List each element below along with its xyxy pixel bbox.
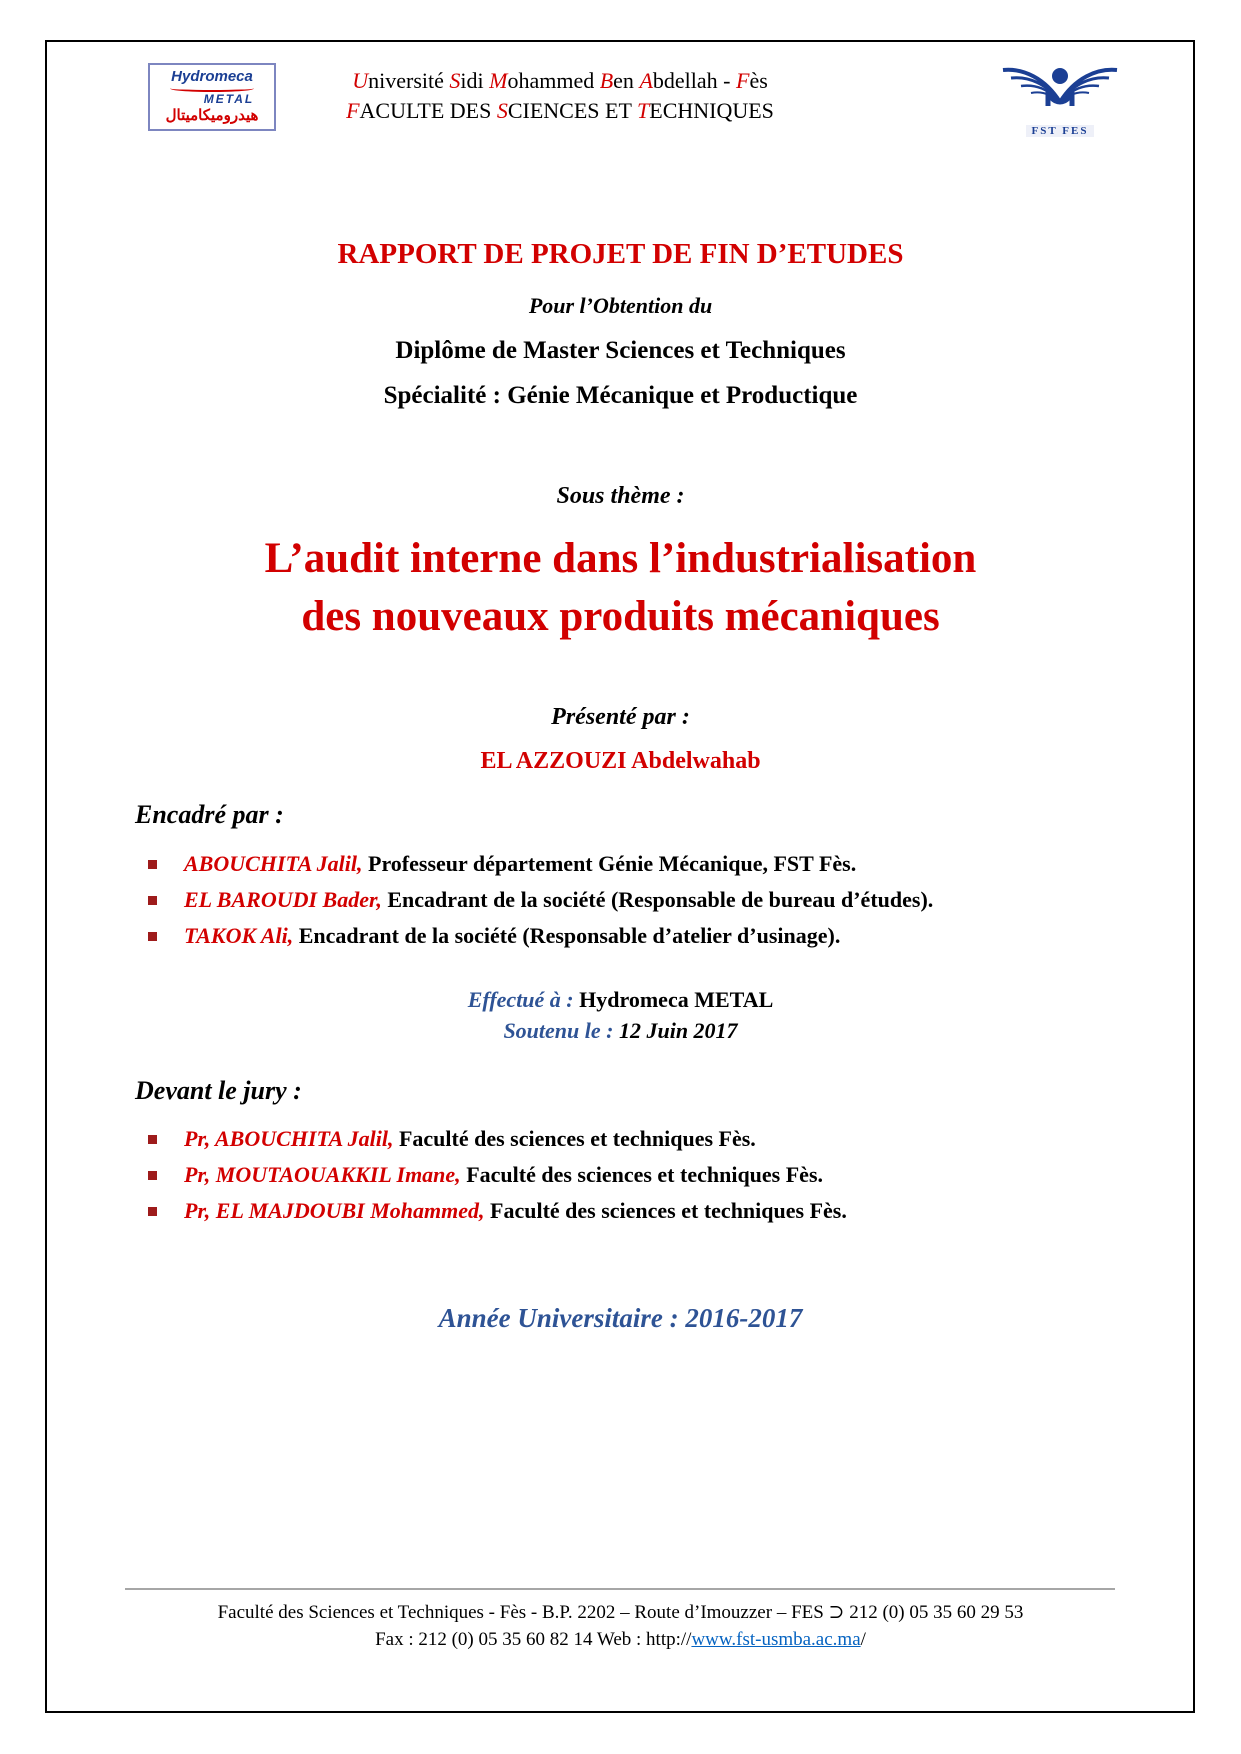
soutenu-label: Soutenu le : — [503, 1018, 614, 1043]
jury-list — [148, 1126, 1161, 1234]
bullet-square-icon — [148, 932, 157, 941]
sous-theme-label: Sous thème : — [556, 483, 685, 509]
fst-emblem-icon — [1001, 60, 1119, 124]
bullet-square-icon — [148, 1135, 157, 1144]
fst-logo — [1000, 60, 1120, 137]
jury-desc: Faculté des sciences et techniques Fès. — [490, 1198, 847, 1223]
supervisor-item — [148, 923, 1161, 949]
faculty-name: FACULTE DES SCIENCES ET TECHNIQUES — [346, 98, 774, 123]
jury-name: Pr, ABOUCHITA Jalil, — [184, 1126, 394, 1151]
jury-item — [148, 1162, 1161, 1188]
supervisor-name: EL BAROUDI Bader, — [184, 887, 382, 912]
effectue-label: Effectué à : — [467, 987, 574, 1012]
main-title-line2: des nouveaux produits mécaniques — [301, 593, 940, 640]
jury-desc: Faculté des sciences et techniques Fès. — [466, 1162, 824, 1187]
supervisor-name: TAKOK Ali, — [184, 923, 294, 948]
bullet-square-icon — [148, 1207, 157, 1216]
venue-block — [0, 984, 1241, 1046]
header-text-block — [280, 66, 840, 126]
hydromeca-logo-name: Hydromeca — [171, 68, 253, 86]
footer-fax-text: Fax : 212 (0) 05 35 60 82 14 Web : http:// — [375, 1629, 692, 1650]
jury-item — [148, 1126, 1161, 1152]
diploma-title: Diplôme de Master Sciences et Techniques — [395, 337, 846, 364]
supervisors-list — [148, 851, 1161, 959]
main-title — [0, 530, 1241, 646]
hydromeca-logo-arabic: هيدروميكاميتال — [165, 107, 259, 124]
fst-logo-caption: FST FES — [1026, 125, 1095, 137]
supervisor-desc: Professeur département Génie Mécanique, FST Fès. — [368, 851, 857, 876]
soutenu-line — [0, 1015, 1241, 1046]
footer-address-line: Faculté des Sciences et Techniques - Fès - B.P. 2202 – Route d’Imouzzer – FES ⊃ 212 (0) 05 35 60 29 53 — [217, 1602, 1024, 1623]
supervisors-label: Encadré par : — [135, 800, 284, 829]
academic-year: Année Universitaire : 2016-2017 — [438, 1303, 803, 1333]
jury-name: Pr, MOUTAOUAKKIL Imane, — [184, 1162, 461, 1187]
footer-link[interactable]: www.fst-usmba.ac.ma — [691, 1629, 861, 1650]
jury-desc: Faculté des sciences et techniques Fès. — [398, 1126, 756, 1151]
bullet-square-icon — [148, 896, 157, 905]
footer-link-suffix: / — [860, 1629, 866, 1650]
jury-item — [148, 1198, 1161, 1224]
effectue-value: Hydromeca METAL — [579, 987, 774, 1012]
bullet-square-icon — [148, 860, 157, 869]
supervisor-item — [148, 851, 1161, 877]
bullet-square-icon — [148, 1171, 157, 1180]
candidate-name: EL AZZOUZI Abdelwahab — [480, 748, 761, 774]
report-title: RAPPORT DE PROJET DE FIN D’ETUDES — [337, 238, 904, 270]
hydromeca-logo — [148, 63, 276, 131]
effectue-line — [0, 984, 1241, 1015]
soutenu-value: 12 Juin 2017 — [618, 1018, 738, 1043]
hydromeca-logo-metal: METAL — [203, 92, 255, 107]
jury-label: Devant le jury : — [135, 1076, 302, 1105]
footer-contact-line — [0, 1629, 1241, 1651]
main-title-line1: L’audit interne dans l’industrialisation — [264, 535, 977, 582]
university-name: Université Sidi Mohammed Ben Abdellah - Fès — [352, 68, 768, 93]
footer-divider — [125, 1588, 1115, 1590]
hydromeca-swoosh-icon — [170, 85, 254, 92]
obtention-subtitle: Pour l’Obtention du — [528, 293, 713, 318]
supervisor-desc: Encadrant de la société (Responsable de bureau d’études). — [387, 887, 934, 912]
supervisor-desc: Encadrant de la société (Responsable d’atelier d’usinage). — [298, 923, 841, 948]
supervisor-name: ABOUCHITA Jalil, — [184, 851, 363, 876]
jury-name: Pr, EL MAJDOUBI Mohammed, — [184, 1198, 485, 1223]
presented-label: Présenté par : — [551, 704, 690, 730]
supervisor-item — [148, 887, 1161, 913]
specialty-title: Spécialité : Génie Mécanique et Productique — [383, 382, 858, 409]
